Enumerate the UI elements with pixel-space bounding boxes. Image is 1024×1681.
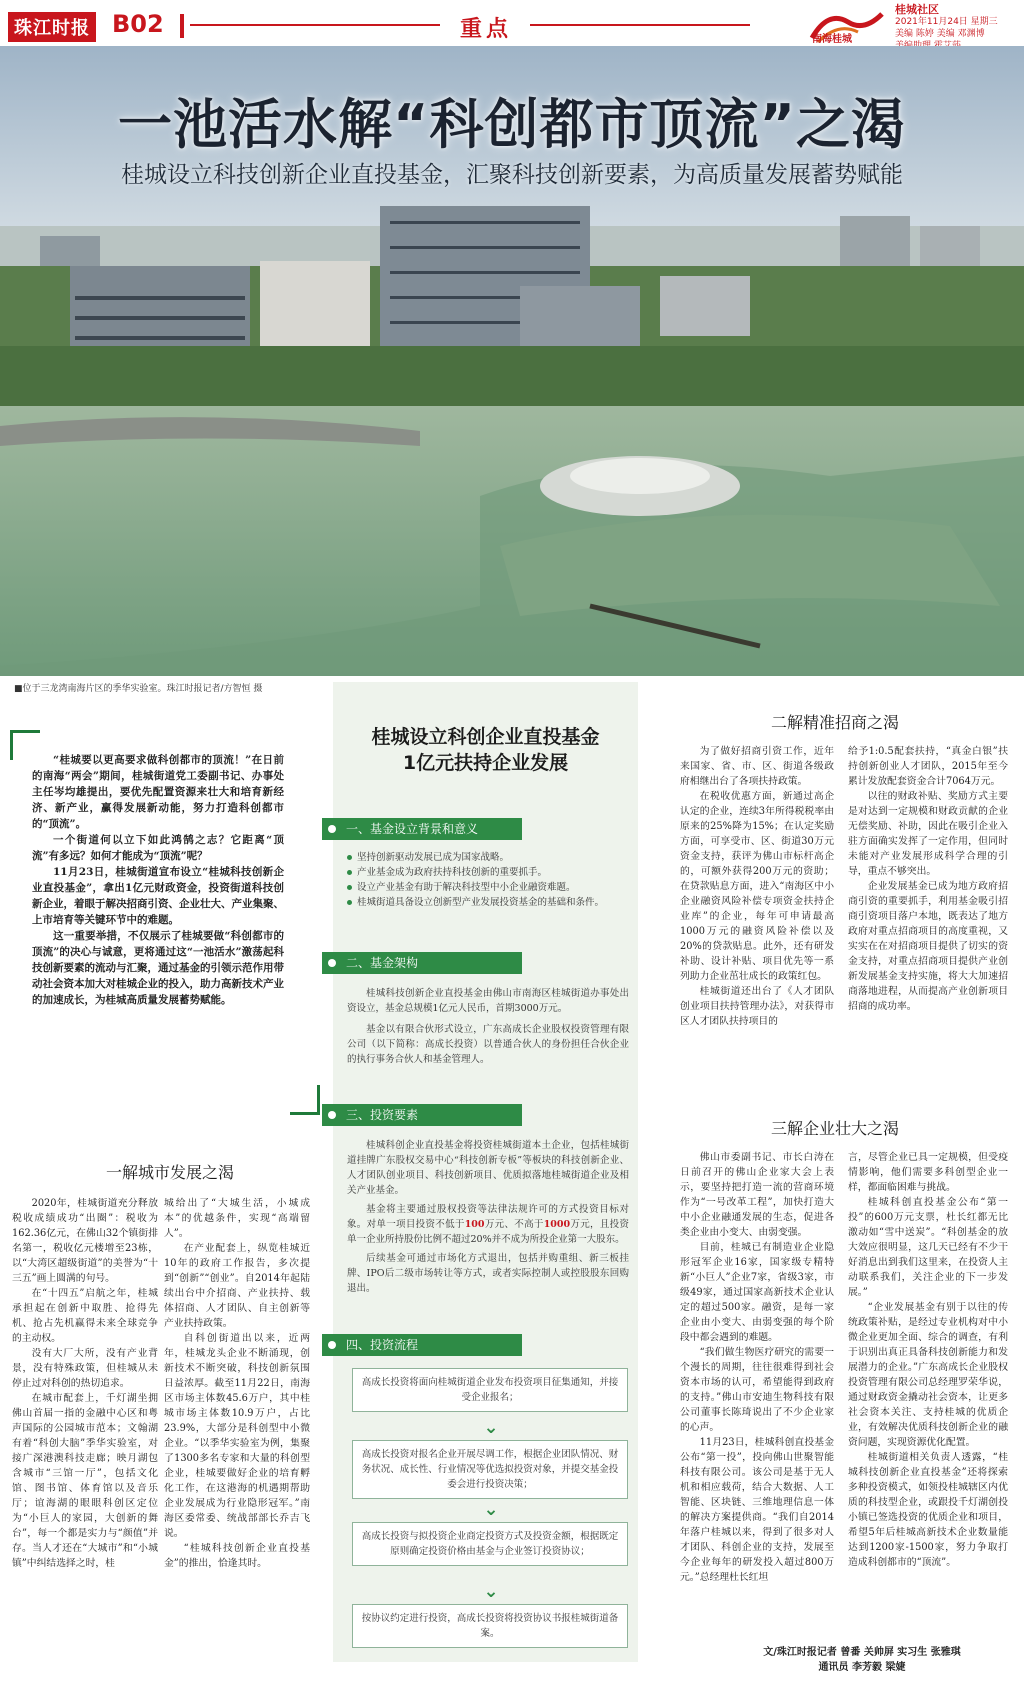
flow-step: 按协议约定进行投资，高成长投资将投资协议书报桂城街道备案。	[352, 1604, 628, 1648]
paragraph: 在税收优惠方面，新通过高企认定的企业，连续3年所得税税率由原来的25%降为15%；在认定奖励方面，可享受市、区、街道30万元资金支持，获评为佛山市标杆高企的，可额外获得200万元的资助；在贷款贴息方面，进入“南海区中小企业融资风险补偿专项资金扶持企业库”的企业，每年可申请最高1000万元的融资风险补偿以及20%的贷款贴息。此外，还有研发补助、设计补贴、项目优先等一系列助力企业茁壮成长的政策红包。	[680, 791, 834, 982]
list-item: 坚持创新驱动发展已成为国家战略。	[347, 850, 629, 865]
section3-col1	[680, 1150, 834, 1585]
infobox-title	[333, 724, 638, 776]
infobox-section-header: 一、基金设立背景和意义	[322, 818, 522, 840]
min-amount: 100	[464, 1219, 485, 1230]
lead-text	[32, 752, 284, 1008]
lead-paragraph: 11月23日，桂城街道宣布设立“桂城科技创新企业直投基金”，拿出1亿元财政资金，投资街道科技创新企业，着眼于解决招商引资、企业壮大、产业集聚、上市培育等关键环节中的难题。	[32, 866, 284, 926]
paragraph	[347, 1202, 629, 1247]
paragraph: 桂城科创直投基金公布“第一投”的600万元支票，杜长红都无比激动如“雪中送炭”。“科创基金的放大效应很明显，这几天已经有不少干好消息出到我们这里来，在投资人主动联系我们，关注企业的下一步发展。”	[848, 1197, 1008, 1298]
paragraph: 桂城街道相关负责人透露，“桂城科技创新企业直投基金”还将探索多种投资模式，如领投桂城辖区内优质的科技型企业，或跟投千灯湖创投小镇已签选投资的优质企业和项目，希望5年后桂城高新技术企业数量能达到1200家-1500家，努力争取打造成科创都市的“顶流”。	[848, 1452, 1008, 1568]
paragraph: 给予1:0.5配套扶持，“真金白银”扶持创新创业人才团队，2015年至今累计发放配套资金合计7064万元。	[848, 746, 1008, 787]
masthead-divider	[180, 14, 184, 38]
column-name: 桂城社区	[895, 3, 939, 16]
list-item: 桂城街道具备设立创新型产业发展投资基金的基础和条件。	[347, 895, 629, 910]
text: 万元，且投资单一企业所持股份比例不超过20%并不成为所投企业第一大股东。	[347, 1219, 629, 1245]
masthead	[0, 0, 1024, 46]
chevron-down-icon: ⌄	[483, 1581, 499, 1602]
infobox-section-header: 三、投资要素	[322, 1104, 522, 1126]
paragraph: 佛山市委副书记、市长白涛在日前召开的佛山企业家大会上表示，要坚持把打造一流的营商环境作为“一号改革工程”，加快打造大中小企业融通发展的生态，促进各类企业由小变大、由弱变强。	[680, 1152, 834, 1238]
byline-line: 通讯员 李芳毅 梁婕	[818, 1662, 906, 1673]
section3-col2	[848, 1150, 1008, 1570]
paragraph: 企业发展基金已成为地方政府招商引资的重要抓手，利用基金吸引招商引资项目落户本地，既表达了地方政府对重点招商项目的高度重视，又实实在在对招商项目提供了切实的资金支持，对重点招商项目提供产业创新发展基金支持实施，将大大加速招商落地进程，从而提高产业创新项目招商的成功率。	[848, 881, 1008, 1012]
paragraph: 在“十四五”启航之年，桂城承担起在创新中取胜、抢得先机、抢占先机赢得未来全球竞争的主动权。	[12, 1288, 158, 1344]
lead-bracket-bottom	[290, 1085, 320, 1115]
infobox-s3-text	[347, 1138, 629, 1296]
newspaper-brand: 珠江时报	[8, 12, 96, 42]
list-item: 设立产业基金有助于解决科技型中小企业融资难题。	[347, 880, 629, 895]
section2-title: 二解精准招商之渴	[770, 713, 899, 732]
chevron-down-icon: ⌄	[483, 1417, 499, 1438]
list-item: 产业基金成为政府扶持科技创新的重要抓手。	[347, 865, 629, 880]
paragraph: 2020年，桂城街道充分释放税收成绩成功“出圈”：税收为162.36亿元，在佛山32个镇街排名第一，税收亿元楼增至23栋，以“大湾区超级街道”的美誉为“十三五”画上圆满的句号。	[12, 1198, 158, 1284]
paragraph: 在产业配套上，纵览桂城近10年的政府工作报告，多次提到“创新”“创业”。自2014年起陆续出台中介招商、产业扶持、载体招商、人才团队、自主创新等产业扶持政策。	[164, 1243, 310, 1329]
flow-step: 高成长投资对报名企业开展尽调工作，根据企业团队情况、财务状况、成长性、行业情况等优选拟投资对象，并提交基金投委会进行投资决策；	[352, 1440, 628, 1499]
infobox-section-header: 二、基金架构	[322, 952, 522, 974]
lead-paragraph: 一个街道何以立下如此鸿鹄之志？它距离“顶流”有多远？如何才能成为“顶流”呢？	[32, 834, 284, 862]
issue-date: 2021年11月24日 星期三	[895, 17, 998, 27]
section2-col1	[680, 744, 834, 1029]
photo-caption: ■位于三龙湾南海片区的季华实验室。珠江时报记者/方智恒 摄	[14, 684, 263, 694]
flow-step: 高成长投资将面向桂城街道企业发布投资项目征集通知，并接受企业报名；	[352, 1368, 628, 1412]
logo-text: 南海桂城	[812, 34, 852, 45]
lead-paragraph: 这一重要举措，不仅展示了桂城要做“科创都市的顶流”的决心与诚意，更将通过这“一池活水”激荡起科技创新要素的流动与汇聚，通过基金的引领示范作用带动社会资本加大对桂城企业的投入，助力高新技术产业的加速成长，为桂城高质量发展蓄势赋能。	[32, 930, 284, 1006]
infobox-s1-list	[347, 850, 629, 910]
section1-col1	[12, 1196, 158, 1571]
paragraph: 以往的财政补贴、奖励方式主要是对达到一定规模和财政贡献的企业无偿奖励、补助，因此在吸引企业入驻方面确实发挥了一定作用，但同时未能对产业发展形成科学合理的引导，重点不够突出。	[848, 791, 1008, 877]
paragraph: 为了做好招商引资工作，近年来国家、省、市、区、街道各级政府相继出台了各项扶持政策。	[680, 746, 834, 787]
paragraph: 后续基金可通过市场化方式退出，包括并购重组、新三板挂牌、IPO后二级市场转让等方式，或者实际控制人或控股股东回购退出。	[347, 1253, 629, 1294]
section1-col2	[164, 1196, 310, 1571]
editor-credit: 美编 陈婷 美编 邓渊博	[895, 29, 985, 39]
section-label: 重点	[460, 17, 513, 42]
section2-col2	[848, 744, 1008, 1014]
infobox-section-header: 四、投资流程	[322, 1334, 522, 1356]
infobox-s2-text	[347, 986, 629, 1067]
issue-meta	[895, 4, 1021, 52]
paragraph: 基金以有限合伙形式设立，广东高成长企业股权投资管理有限公司（以下简称：高成长投资）以普通合伙人的身份担任合伙企业的执行事务合伙人和基金管理人。	[347, 1024, 629, 1065]
section1-title: 一解城市发展之渴	[105, 1163, 234, 1182]
paragraph: 没有大厂大所，没有产业背景，没有特殊政策，但桂城从未停止过对科创的热切追求。	[12, 1348, 158, 1389]
paragraph: 言，尽管企业已具一定规模，但受疫情影响，他们需要多科创型企业一样，都面临困难与挑战。	[848, 1152, 1008, 1193]
paragraph: 目前，桂城已有制造业企业隐形冠军企业16家，国家级专精特新“小巨人”企业7家，省级3家，市级49家，通过国家高新技术企业认定的超过500家。融资，是每一家企业由小变大、由弱变强的每个阶段中都会遇到的难题。	[680, 1242, 834, 1343]
paragraph: 桂城街道还出台了《人才团队创业项目扶持管理办法》，对获得市区人才团队扶持项目的	[680, 986, 834, 1027]
masthead-rule-left	[190, 24, 440, 26]
infobox-title-line1: 桂城设立科创企业直投基金	[371, 726, 600, 748]
text: 万元、不高于	[484, 1219, 544, 1230]
flow-step: 高成长投资与拟投资企业商定投资方式及投资金额，根据既定原则确定投资价格由基金与企业签订投资协议；	[352, 1522, 628, 1566]
text: 基金将主要通过股权投资等法律法规许可的方式投资目标对象。对单一项目投资不低于	[347, 1204, 629, 1230]
paragraph: 11月23日，桂城科创直投基金公布“第一投”，投向佛山世聚智能科技有限公司。该公司是基于无人机和相应载荷，结合大数据、人工智能、区块链、三维地理信息一体的解决方案提供商。“我们自2014年落户桂城以来，得到了很多对人才团队、科创企业的支持，发展至今企业每年的研发投入超过800万元。”总经理杜长红坦	[680, 1437, 834, 1583]
paragraph: 桂城科创企业直投基金将投资桂城街道本土企业，包括桂城街道挂牌广东股权交易中心“科技创新专板”等板块的科技创新企业、人才团队创业项目、科技创新项目、优质拟落地桂城街道企业及相关产业基金。	[347, 1140, 629, 1196]
byline	[732, 1645, 992, 1675]
infobox-title-line2: 1亿元扶持企业发展	[402, 752, 569, 774]
paragraph: 自科创街道出以来，近两年，桂城龙头企业不断涌现，创新技术不断突破，科技创新氛围日益浓厚。截至11月22日，南海区市场主体数45.6万户，其中桂城市场主体数10.9万户，占比23.9%，大部分是科创型中小微企业。“以季华实验室为例，集聚了1300多名专家和大量的科创型企业，桂城要做好企业的培育孵化工作，在这港海的机遇期帮助企业发展成为行业隐形冠军。”南海区委常委、统战部部长乔吉飞说。	[164, 1333, 310, 1539]
masthead-rule-right	[530, 24, 750, 26]
paragraph: “桂城科技创新企业直投基金”的推出，恰逢其时。	[164, 1543, 310, 1569]
paragraph: 城给出了“大城生活，小城成本”的优越条件，实现“高端留人”。	[164, 1198, 310, 1239]
byline-line: 文/珠江时报记者 曾番 关帅屏 实习生 张雅琪	[763, 1647, 961, 1658]
paragraph: “我们做生物医疗研究的需要一个漫长的周期，往往很难得到社会资本市场的认可，希望能得到政府的支持。”佛山市安迪生物科技有限公司董事长陈琦说出了不少企业家的心声。	[680, 1347, 834, 1433]
headline: 一池活水解“科创都市顶流”之渴	[118, 93, 906, 156]
page-number: B02	[112, 10, 164, 38]
paragraph: “企业发展基金有别于以往的传统政策补贴，是经过专业机构对中小微企业更加全面、综合的调查，有利于识别出真正具备科技创新能力和发展潜力的企业。”广东高成长企业股权投资管理有限公司总经理罗荣华说，通过财政资金撬动社会资本，让更多社会资本关注、支持桂城的优质企业，有效解决优质科技创新企业的融资问题，实现资源优化配置。	[848, 1302, 1008, 1448]
paragraph: 桂城科技创新企业直投基金由佛山市南海区桂城街道办事处出资设立，基金总规模1亿元人民币，首期3000万元。	[347, 988, 629, 1014]
section3-title: 三解企业壮大之渴	[770, 1119, 899, 1138]
subheadline: 桂城设立科技创新企业直投基金，汇聚科技创新要素，为高质量发展蓄势赋能	[121, 162, 903, 188]
max-amount: 1000	[543, 1219, 571, 1230]
paragraph: 在城市配套上，千灯湖坐拥佛山首届一指的金融中心区和粤声国际的公园城市范本；文翰湖有着“科创大脑”季华实验室，对接广深港澳科技走廊；映月湖包含城市“三馆一厅”，包括文化馆、图书馆、体育馆以及音乐厅；谊海湖的眼眼科创区定位为“小巨人的家园，大创新的舞台”，每一个都是实力与“颜值”并存。当人才还在“大城市”和“小城镇”中纠结选择之时，桂	[12, 1393, 158, 1569]
lead-paragraph: “桂城要以更高要求做科创都市的顶流！”在日前的南海“两会”期间，桂城街道党工委副书记、办事处主任岑均雄提出，要优先配置资源来壮大和培育新经济、新产业，赢得发展新动能，努力打造科创都市的“顶流”。	[32, 754, 284, 830]
chevron-down-icon: ⌄	[483, 1499, 499, 1520]
